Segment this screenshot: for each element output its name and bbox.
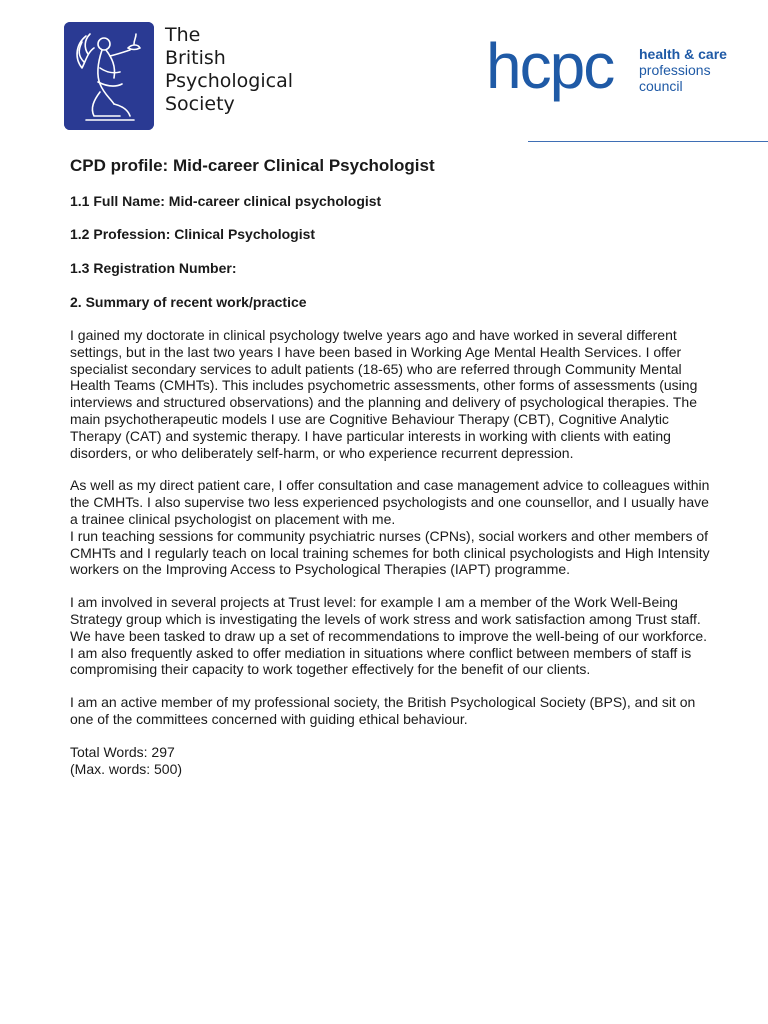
field-full-name: 1.1 Full Name: Mid-career clinical psychologist <box>70 193 382 209</box>
summary-paragraph: I gained my doctorate in clinical psychology twelve years ago and have worked in several different settings, but in the last two years I have been based in Working Age Mental Health Services. I offer specialist secondary services to adult patients (18-65) who are referred through Community Mental Health Teams (CMHTs). This includes psychometric assessments, other forms of assessments (using interviews and structured observations) and the planning and delivery of psychological therapies. The main psychotherapeutic models I use are Cognitive Behaviour Therapy (CBT), Cognitive Analytic Therapy (CAT) and systemic therapy. I have particular interests in working with clients with eating disorders, or who deliberately self-harm, or who experience recurrent depression. <box>70 327 698 461</box>
total-words: Total Words: 297 <box>70 743 175 760</box>
bps-wordmark <box>165 24 293 116</box>
hcpc-logo <box>486 28 736 108</box>
field-registration-number: 1.3 Registration Number: <box>70 260 237 276</box>
bps-wordmark-line: British <box>165 47 226 69</box>
document-title: CPD profile: Mid-career Clinical Psychologist <box>70 156 435 175</box>
section-heading-summary: 2. Summary of recent work/practice <box>70 294 307 310</box>
header-divider <box>528 141 768 142</box>
summary-paragraph: I am an active member of my professional society, the British Psychological Society (BPS), and sit on one of the committees concerned with guiding ethical behaviour. <box>70 694 696 727</box>
summary-paragraph: I am involved in several projects at Trust level: for example I am a member of the Work Well-Being Strategy group which is investigating the levels of work stress and work satisfaction among Trust staff. We have been tasked to draw up a set of recommendations to improve the well-being of our workforce. I am also frequently asked to offer mediation in situations where conflict between members of staff is compromising their capacity to work together effectively for the benefit of our clients. <box>70 594 708 678</box>
hcpc-tagline-line: professions <box>639 62 711 78</box>
summary-paragraph: I run teaching sessions for community psychiatric nurses (CPNs), social workers and other members of CMHTs and I regularly teach on local training schemes for both clinical psychologists and High Intensity workers on the Improving Access to Psychological Therapies (IAPT) programme. <box>70 527 710 578</box>
bps-wordmark-line: Society <box>165 93 235 115</box>
summary-paragraph: As well as my direct patient care, I offer consultation and case management advice to colleagues within the CMHTs. I also supervise two less experienced psychologists and one counsellor, and I usually have a trainee clinical psychologist on placement with me. <box>70 477 710 527</box>
max-words: (Max. words: 500) <box>70 760 183 777</box>
field-profession: 1.2 Profession: Clinical Psychologist <box>70 226 316 242</box>
bps-psyche-figure-icon <box>64 22 154 130</box>
bps-logo-emblem <box>64 22 154 130</box>
document-body <box>70 155 710 777</box>
hcpc-tagline-line: health & care <box>639 46 727 62</box>
hcpc-wordmark: hcpc <box>486 30 614 102</box>
page-header <box>0 0 768 150</box>
bps-wordmark-line: Psychological <box>165 70 293 92</box>
word-count <box>70 744 710 778</box>
hcpc-tagline-line: council <box>639 78 683 94</box>
bps-wordmark-line: The <box>165 24 201 46</box>
